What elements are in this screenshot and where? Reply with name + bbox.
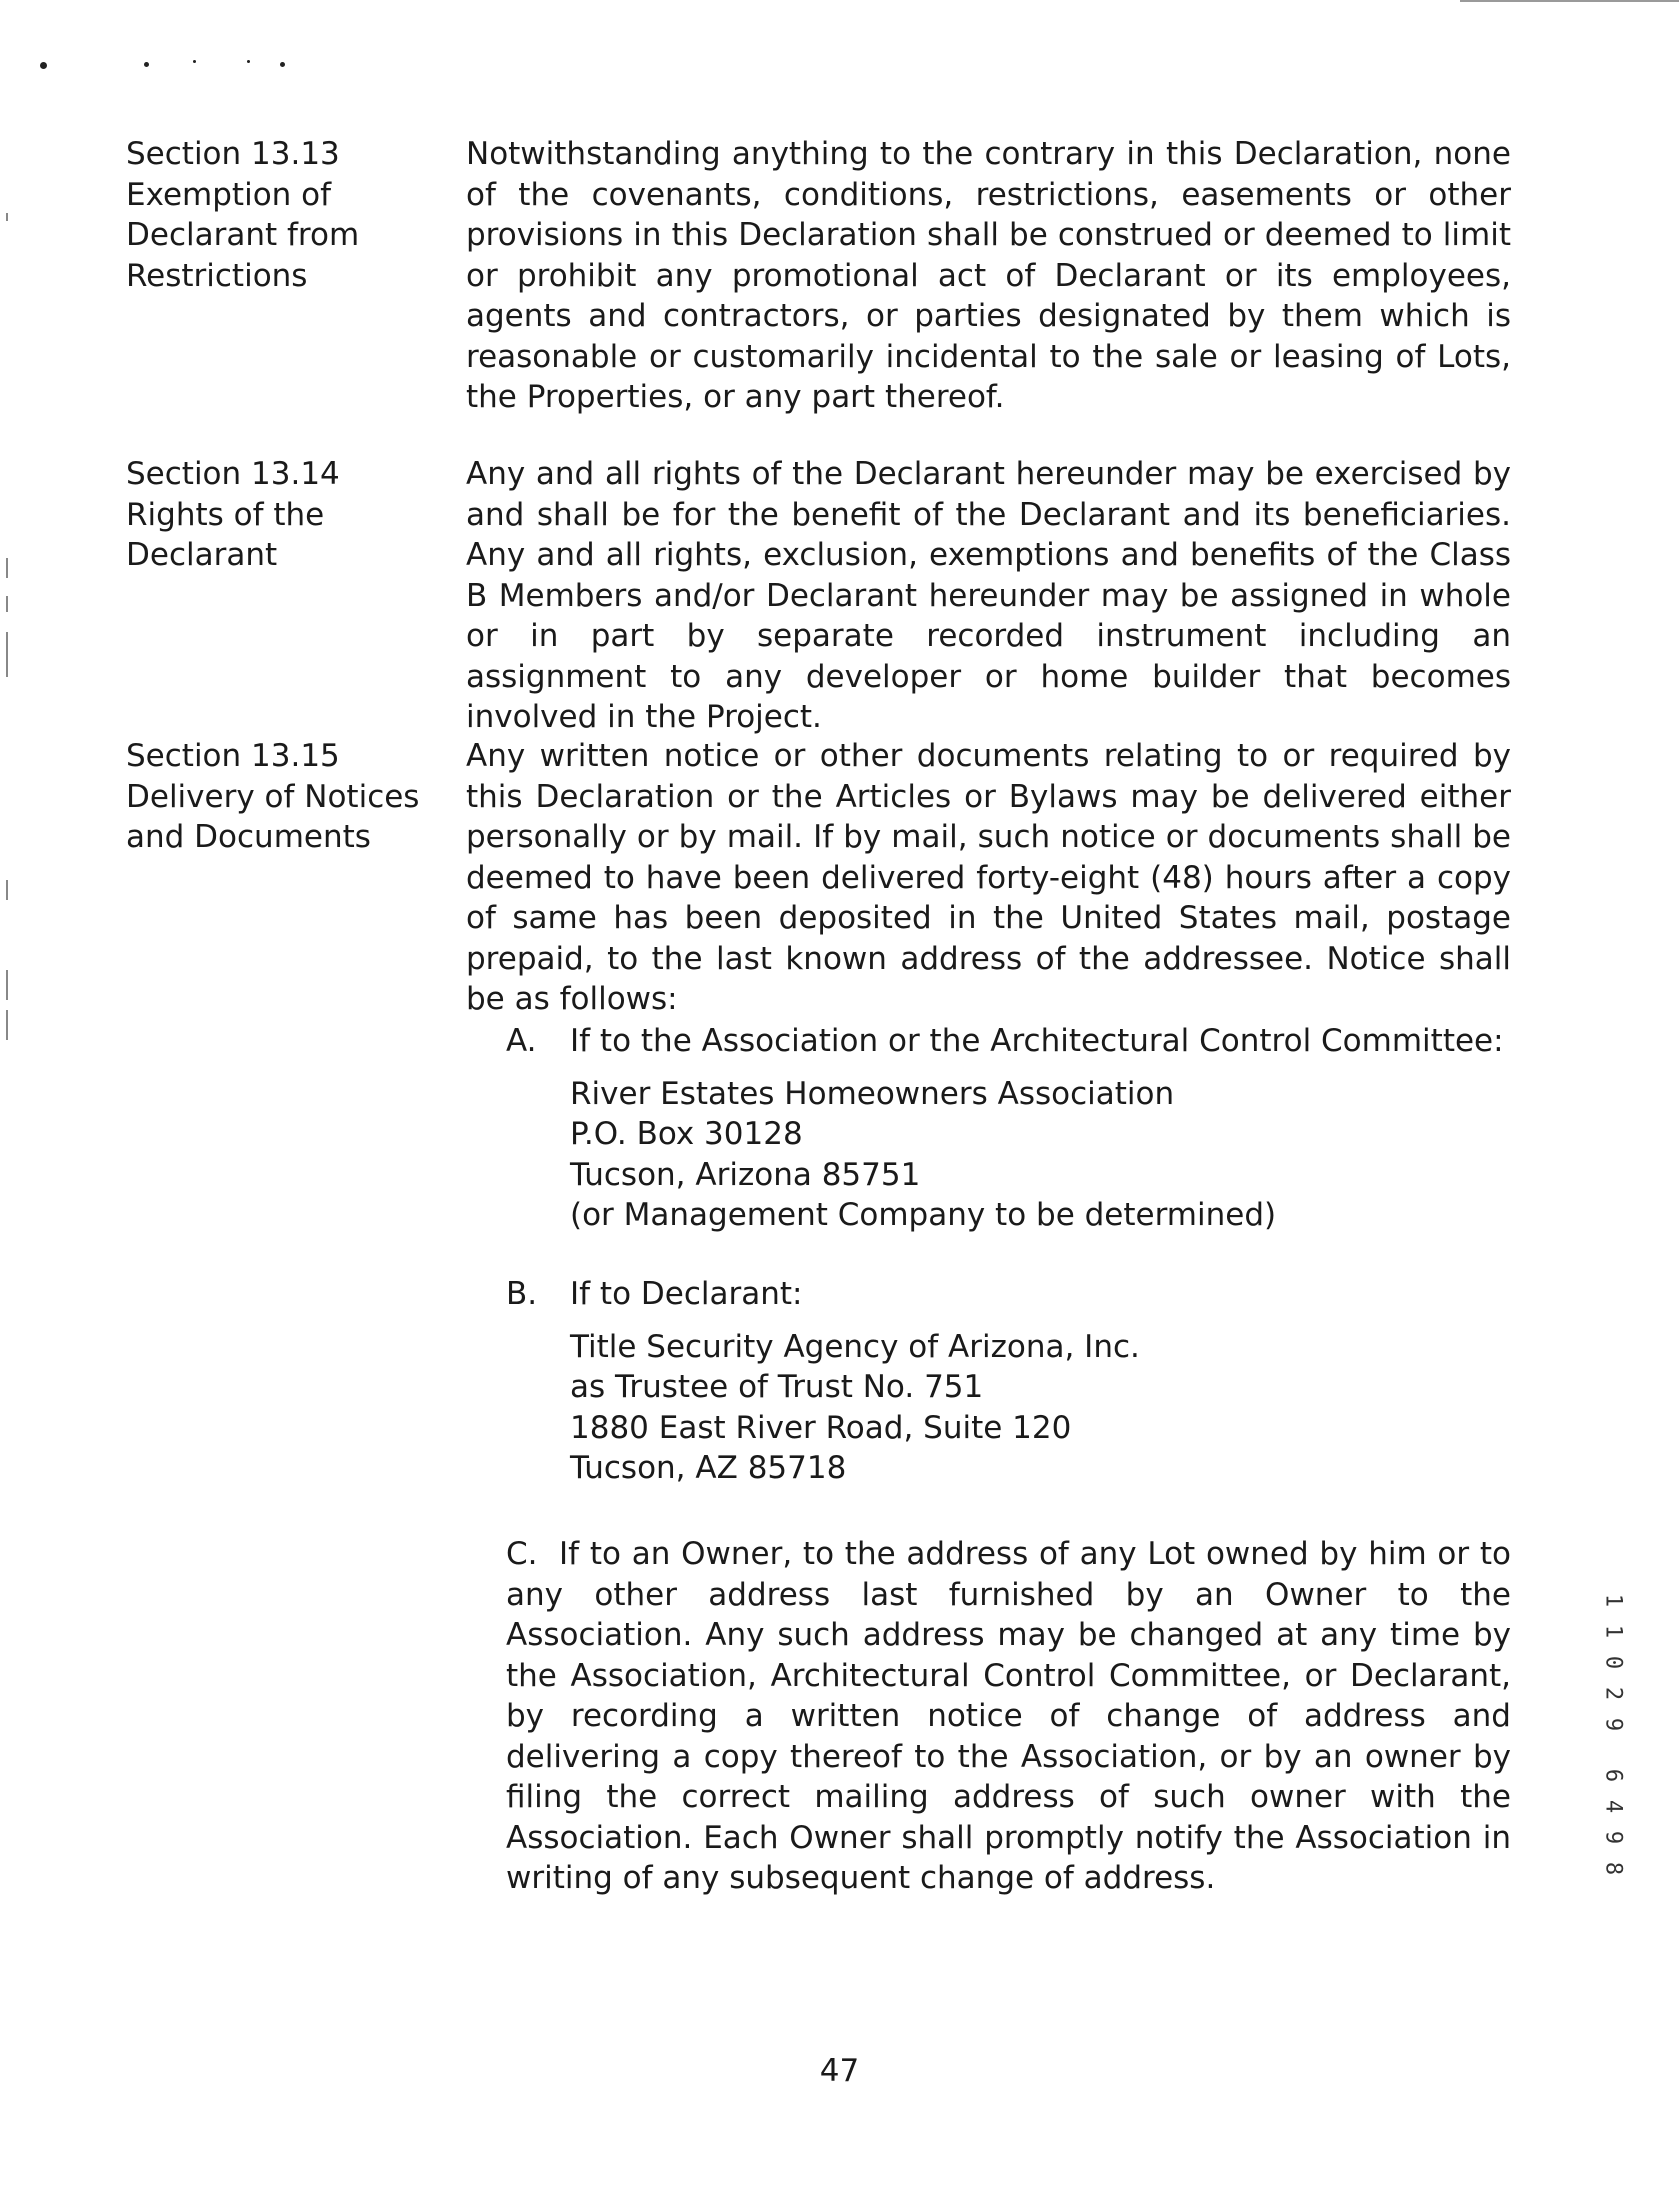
address-line: as Trustee of Trust No. 751: [570, 1369, 984, 1405]
margin-tick: [6, 1010, 8, 1040]
section-title-line: Restrictions: [126, 257, 308, 294]
margin-tick: [6, 558, 8, 578]
margin-tick: [6, 880, 8, 900]
notice-item-heading: [506, 1274, 1506, 1315]
section-title-line: Rights of the: [126, 496, 325, 533]
item-letter: C.: [506, 1536, 538, 1572]
item-heading-text: If to Declarant:: [570, 1276, 803, 1312]
notice-item-heading: [506, 1021, 1506, 1062]
section-title-line: Exemption of: [126, 176, 332, 213]
stamp-digit: 2: [1600, 1686, 1626, 1701]
stamp-digit: 0: [1600, 1655, 1626, 1670]
item-letter: A.: [506, 1023, 537, 1059]
margin-tick: [6, 596, 8, 612]
address-line: River Estates Homeowners Association: [570, 1075, 1175, 1112]
section-13-14: [126, 454, 1511, 735]
scan-marks: [40, 62, 300, 76]
section-number: Section 13.14: [126, 456, 340, 492]
section-13-13: [126, 134, 1511, 424]
stamp-digit: 9: [1600, 1830, 1626, 1845]
stamp-digit: 8: [1600, 1861, 1626, 1876]
address-line: Tucson, Arizona 85751: [570, 1156, 921, 1193]
notice-item-b: [506, 1274, 1506, 1489]
address-block: [570, 1327, 1506, 1489]
section-label: [126, 454, 426, 576]
address-line: P.O. Box 30128: [570, 1116, 803, 1152]
address-line: Tucson, AZ 85718: [570, 1450, 847, 1486]
section-title-line: Declarant from: [126, 217, 360, 253]
address-line: Title Security Agency of Arizona, Inc.: [570, 1328, 1140, 1365]
stamp-digit: 9: [1600, 1717, 1626, 1732]
notice-item-a: [506, 1021, 1506, 1236]
page-number: 47: [819, 2053, 860, 2089]
section-number: Section 13.13: [126, 136, 340, 172]
address-line: (or Management Company to be determined): [570, 1197, 1277, 1233]
section-label: [126, 134, 426, 296]
section-13-15: [126, 736, 1511, 1017]
address-block: [570, 1074, 1506, 1236]
recording-stamp: [1598, 1585, 1628, 1945]
section-label: [126, 736, 426, 858]
section-title-line: and Documents: [126, 819, 371, 855]
stamp-digit: 4: [1600, 1799, 1626, 1814]
margin-tick: [6, 970, 8, 1000]
section-number: Section 13.15: [126, 738, 340, 774]
stamp-digit: 1: [1600, 1593, 1626, 1608]
margin-tick: [6, 213, 8, 221]
section-body: Notwithstanding anything to the contrary in this Declaration, none of the covenants, conditions, restrictions, easements or other provisions in this Declaration shall be construed or deemed to limit or prohibit any promotional act of Declarant or its employees, agents and contractors, or parties designated by them which is reasonable or customarily incidental to the sale or leasing of Lots, the Properties, or any part thereof.: [466, 136, 1511, 415]
margin-tick: [6, 632, 8, 677]
item-letter: B.: [506, 1276, 538, 1312]
section-body: Any and all rights of the Declarant hereunder may be exercised by and shall be for the benefit of the Declarant and its beneficiaries. Any and all rights, exclusion, exemptions and benefits of the Class B Members and/or Declarant hereunder may be assigned in whole or in part by separate recorded instrument including an assignment to any developer or home builder that becomes involved in the Project.: [466, 456, 1511, 735]
item-heading-text: If to the Association or the Architectural Control Committee:: [570, 1023, 1504, 1059]
top-edge-rule: [1460, 0, 1679, 2]
notice-item-c: [506, 1534, 1511, 1899]
section-title-line: Declarant: [126, 537, 278, 573]
stamp-digit: 6: [1600, 1768, 1626, 1783]
stamp-digit: 1: [1600, 1624, 1626, 1639]
section-title-line: Delivery of Notices: [126, 778, 420, 815]
item-c-text: If to an Owner, to the address of any Lot owned by him or to any other address last furnished by an Owner to the Association. Any such address may be changed at any time by the Association, Architectural Control Committee, or Declarant, by recording a written notice of change of address and delivering a copy thereof to the Association, or by an owner by filing the correct mailing address of such owner with the Association. Each Owner shall promptly notify the Association in writing of any subsequent change of address.: [506, 1536, 1511, 1896]
section-body: Any written notice or other documents relating to or required by this Declaration or the Articles or Bylaws may be delivered either personally or by mail. If by mail, such notice or documents shall be deemed to have been delivered forty-eight (48) hours after a copy of same has been deposited in the United States mail, postage prepaid, to the last known address of the addressee. Notice shall be as follows:: [466, 738, 1511, 1017]
address-line: 1880 East River Road, Suite 120: [570, 1409, 1072, 1446]
